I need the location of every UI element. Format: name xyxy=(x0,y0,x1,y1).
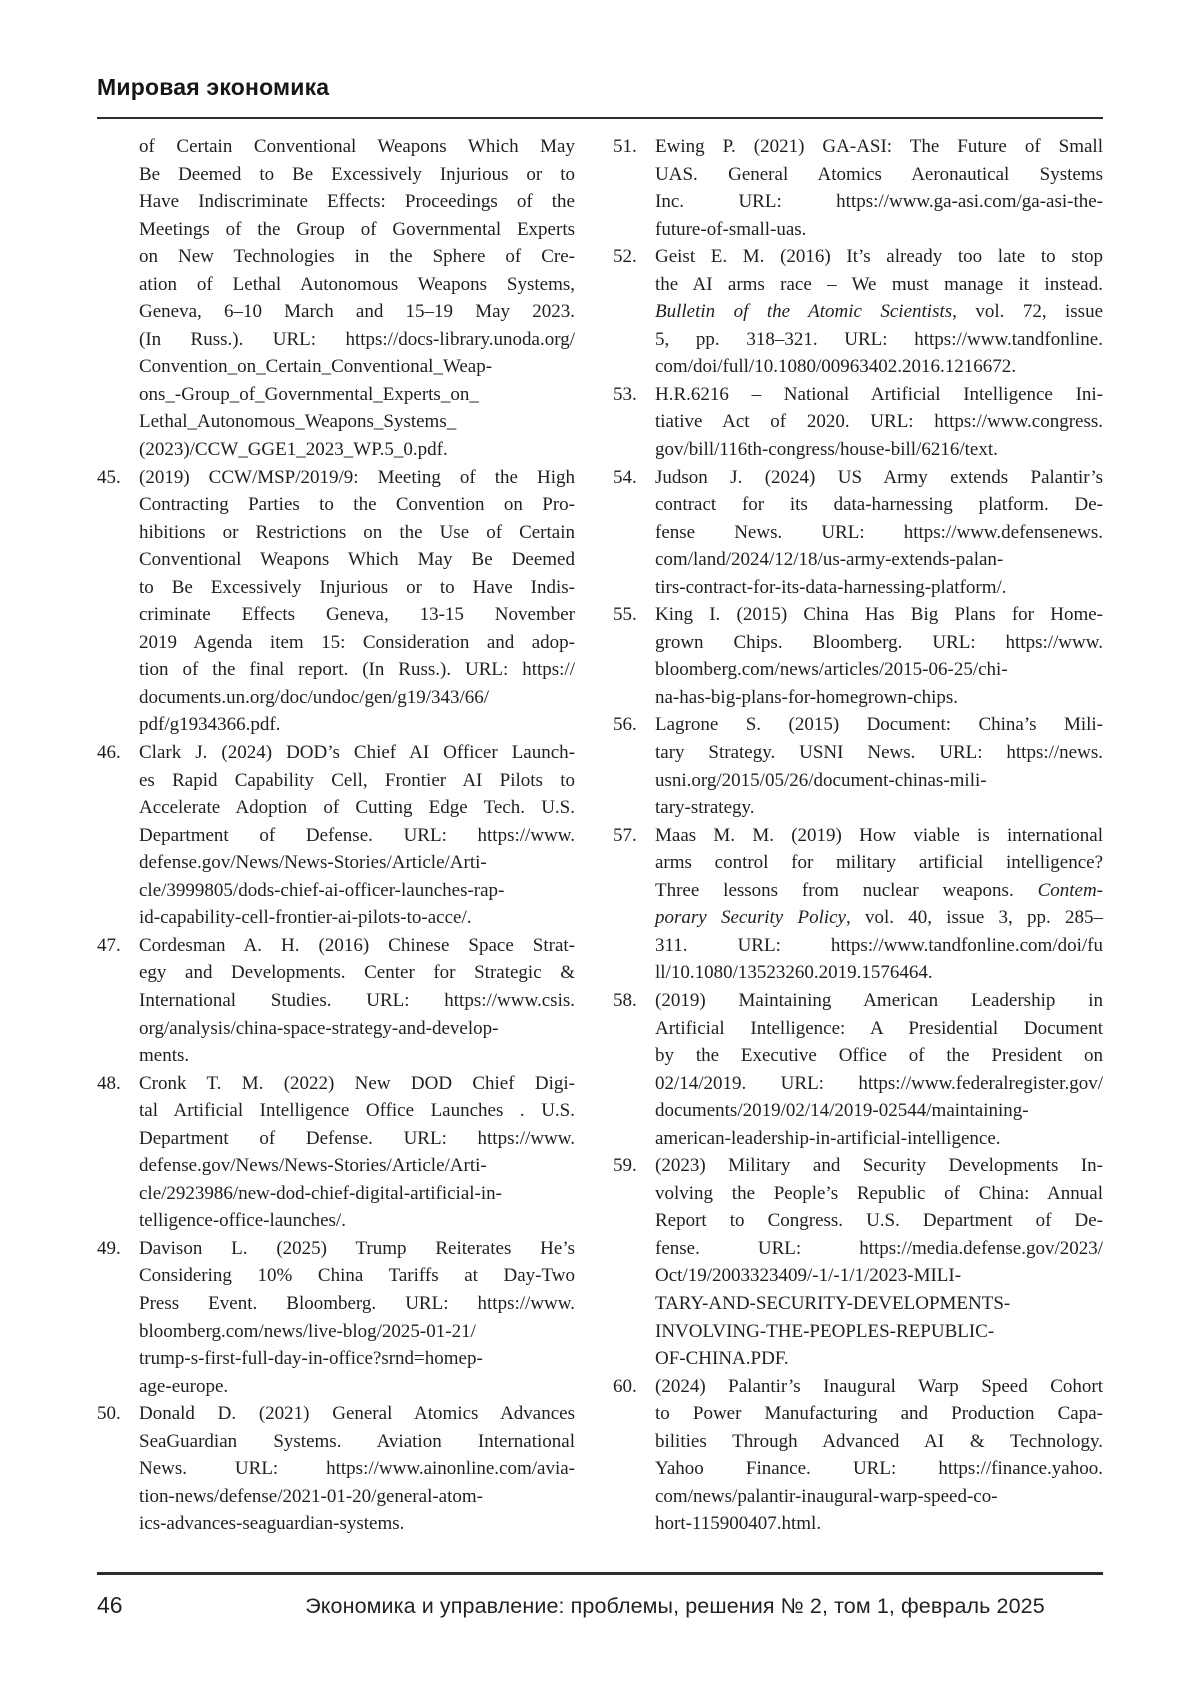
reference-run: 2019 Agenda item 15: Consideration and adop- xyxy=(139,631,575,653)
section-title: Мировая экономика xyxy=(97,74,330,100)
reference-run: International Studies. URL: https://www.csis. xyxy=(139,989,575,1011)
reference-number: 53. xyxy=(613,383,637,405)
journal-footer-line: Экономика и управление: проблемы, решения № 2, том 1, февраль 2025 xyxy=(305,1594,1045,1618)
reference-line xyxy=(655,987,1103,1015)
reference-run: Davison L. (2025) Trump Reiterates He’s xyxy=(139,1237,575,1259)
reference-line xyxy=(139,904,575,932)
reference-run: contract for its data-harnessing platform. De- xyxy=(655,494,1103,516)
reference-line xyxy=(139,271,575,299)
references-column-right xyxy=(613,133,1103,1538)
reference-line xyxy=(655,1428,1103,1456)
reference-number: 48. xyxy=(97,1072,121,1094)
reference-number: 49. xyxy=(97,1237,121,1259)
reference-run: Donald D. (2021) General Atomics Advances xyxy=(139,1403,575,1425)
reference-run: Maas M. M. (2019) How viable is international xyxy=(655,824,1103,846)
reference-text xyxy=(139,739,575,932)
reference-text xyxy=(139,1235,575,1400)
reference-run: telligence-office-launches/. xyxy=(139,1210,346,1232)
reference-run: 311. URL: https://www.tandfonline.com/doi/fu xyxy=(655,934,1103,956)
reference-run: Conventional Weapons Which May Be Deemed xyxy=(139,549,575,571)
reference-run: tirs-contract-for-its-data-harnessing-platform/. xyxy=(655,576,1007,598)
reference-run: american-leadership-in-artificial-intelligence. xyxy=(655,1127,1001,1149)
reference-run: ments. xyxy=(139,1045,190,1067)
reference-line xyxy=(655,767,1103,795)
footer-rule xyxy=(97,1572,1103,1575)
reference-run: Have Indiscriminate Effects: Proceedings of the xyxy=(139,191,575,213)
reference-line xyxy=(655,546,1103,574)
reference-run: org/analysis/china-space-strategy-and-develop- xyxy=(139,1017,499,1039)
reference-run: 5, pp. 318–321. URL: https://www.tandfonline. xyxy=(655,328,1103,350)
reference-run: documents.un.org/doc/undoc/gen/g19/343/66/ xyxy=(139,686,490,708)
reference-line xyxy=(655,381,1103,409)
reference-item xyxy=(97,464,575,739)
reference-line xyxy=(655,161,1103,189)
reference-run: criminate Effects Geneva, 13-15 November xyxy=(139,604,575,626)
reference-item xyxy=(613,987,1103,1152)
reference-run: Department of Defense. URL: https://www. xyxy=(139,824,575,846)
reference-line xyxy=(139,932,575,960)
page-footer xyxy=(97,1592,1103,1619)
reference-run: Contracting Parties to the Convention on Pro- xyxy=(139,494,575,516)
reference-item xyxy=(613,711,1103,821)
reference-line xyxy=(139,326,575,354)
reference-run: , vol. 40, issue 3, pp. 285– xyxy=(846,907,1103,929)
reference-run: hibitions or Restrictions on the Use of Certain xyxy=(139,521,575,543)
reference-run: fense. URL: https://media.defense.gov/2023/ xyxy=(655,1237,1103,1259)
reference-run: (2023) Military and Security Developments In- xyxy=(655,1155,1103,1177)
reference-item xyxy=(613,1373,1103,1538)
reference-line xyxy=(655,574,1103,602)
reference-text xyxy=(655,464,1103,602)
reference-line xyxy=(655,1097,1103,1125)
reference-run: Oct/19/2003323409/-1/-1/1/2023-MILI- xyxy=(655,1265,962,1287)
reference-line xyxy=(139,161,575,189)
reference-line xyxy=(655,353,1103,381)
reference-line xyxy=(139,1180,575,1208)
reference-italic-run: Bulletin of the Atomic Scientists xyxy=(655,301,953,323)
reference-item xyxy=(613,133,1103,243)
reference-line xyxy=(655,932,1103,960)
reference-run: King I. (2015) China Has Big Plans for Home- xyxy=(655,604,1103,626)
reference-run: Artificial Intelligence: A Presidential Document xyxy=(655,1017,1103,1039)
reference-line xyxy=(139,1070,575,1098)
reference-run: of Certain Conventional Weapons Which May xyxy=(139,136,575,157)
reference-run: com/news/palantir-inaugural-warp-speed-co- xyxy=(655,1485,998,1507)
reference-number: 58. xyxy=(613,989,637,1011)
reference-run: bloomberg.com/news/live-blog/2025-01-21/ xyxy=(139,1320,476,1342)
reference-run: documents/2019/02/14/2019-02544/maintaining- xyxy=(655,1100,1029,1122)
references-column-left xyxy=(97,133,575,1538)
reference-line xyxy=(139,684,575,712)
reference-run: Cordesman A. H. (2016) Chinese Space Strat- xyxy=(139,934,575,956)
reference-run: Cronk T. M. (2022) New DOD Chief Digi- xyxy=(139,1072,575,1094)
reference-line xyxy=(655,1180,1103,1208)
reference-run: the AI arms race – We must manage it instead. xyxy=(655,273,1103,295)
reference-line xyxy=(139,1455,575,1483)
reference-line xyxy=(139,656,575,684)
reference-run: Convention_on_Certain_Conventional_Weap- xyxy=(139,356,493,378)
reference-line xyxy=(139,877,575,905)
reference-run: TARY-AND-SECURITY-DEVELOPMENTS- xyxy=(655,1292,1011,1314)
reference-text xyxy=(655,711,1103,821)
reference-line xyxy=(655,877,1103,905)
reference-item xyxy=(97,133,575,464)
reference-line xyxy=(139,1510,575,1538)
reference-run: com/land/2024/12/18/us-army-extends-palan- xyxy=(655,549,1004,571)
reference-line xyxy=(655,1070,1103,1098)
reference-run: News. URL: https://www.ainonline.com/avia- xyxy=(139,1458,575,1480)
reference-run: fense News. URL: https://www.defensenews. xyxy=(655,521,1103,543)
reference-line xyxy=(655,601,1103,629)
reference-run: by the Executive Office of the President on xyxy=(655,1045,1103,1067)
reference-line xyxy=(655,711,1103,739)
reference-run: Report to Congress. U.S. Department of De- xyxy=(655,1210,1103,1232)
reference-line xyxy=(139,767,575,795)
reference-line xyxy=(655,1015,1103,1043)
reference-number: 54. xyxy=(613,466,637,488)
reference-line xyxy=(139,436,575,464)
reference-run: , vol. 72, issue xyxy=(952,301,1104,323)
reference-line xyxy=(655,656,1103,684)
reference-line xyxy=(655,1042,1103,1070)
reference-run: Meetings of the Group of Governmental Experts xyxy=(139,218,575,240)
reference-run: Lagrone S. (2015) Document: China’s Mili- xyxy=(655,714,1103,736)
reference-item xyxy=(613,464,1103,602)
reference-run: (2024) Palantir’s Inaugural Warp Speed Cohort xyxy=(655,1375,1103,1397)
reference-run: Geneva, 6–10 March and 15–19 May 2023. xyxy=(139,301,575,323)
page-number: 46 xyxy=(97,1592,123,1618)
reference-run: tion-news/defense/2021-01-20/general-atom- xyxy=(139,1485,483,1507)
reference-line xyxy=(655,959,1103,987)
reference-run: Judson J. (2024) US Army extends Palantir’s xyxy=(655,466,1103,488)
reference-number: 47. xyxy=(97,934,121,956)
header-rule xyxy=(97,117,1103,119)
reference-line xyxy=(139,739,575,767)
reference-line xyxy=(139,353,575,381)
reference-run: INVOLVING-THE-PEOPLES-REPUBLIC- xyxy=(655,1320,995,1342)
reference-run: Be Deemed to Be Excessively Injurious or to xyxy=(139,163,575,185)
reference-line xyxy=(139,133,575,161)
reference-text xyxy=(139,133,575,464)
reference-number: 51. xyxy=(613,136,637,157)
reference-line xyxy=(139,1290,575,1318)
reference-line xyxy=(139,1097,575,1125)
reference-run: grown Chips. Bloomberg. URL: https://www. xyxy=(655,631,1103,653)
reference-italic-run: Contem- xyxy=(1037,879,1103,901)
reference-line xyxy=(655,188,1103,216)
reference-line xyxy=(655,1400,1103,1428)
reference-line xyxy=(655,1373,1103,1401)
reference-line xyxy=(139,601,575,629)
reference-item xyxy=(97,932,575,1070)
reference-run: Inc. URL: https://www.ga-asi.com/ga-asi-the- xyxy=(655,191,1103,213)
reference-line xyxy=(139,1345,575,1373)
reference-line xyxy=(655,464,1103,492)
reference-line xyxy=(139,298,575,326)
reference-number: 55. xyxy=(613,604,637,626)
reference-line xyxy=(655,1318,1103,1346)
reference-run: Press Event. Bloomberg. URL: https://www. xyxy=(139,1292,575,1314)
reference-number: 50. xyxy=(97,1403,121,1425)
reference-line xyxy=(139,711,575,739)
reference-text xyxy=(655,1373,1103,1538)
reference-item xyxy=(613,381,1103,464)
reference-run: cle/3999805/dods-chief-ai-officer-launches-rap- xyxy=(139,879,505,901)
reference-italic-run: porary Security Policy xyxy=(655,907,846,929)
reference-run: Clark J. (2024) DOD’s Chief AI Officer Launch- xyxy=(139,742,575,764)
reference-line xyxy=(655,849,1103,877)
reference-run: Three lessons from nuclear weapons. xyxy=(655,879,1038,901)
reference-line xyxy=(139,1428,575,1456)
reference-line xyxy=(139,1207,575,1235)
reference-line xyxy=(139,1152,575,1180)
reference-item xyxy=(97,739,575,932)
reference-line xyxy=(655,794,1103,822)
reference-number: 60. xyxy=(613,1375,637,1397)
reference-run: es Rapid Capability Cell, Frontier AI Pilots to xyxy=(139,769,575,791)
reference-item xyxy=(613,822,1103,987)
reference-item xyxy=(97,1235,575,1400)
reference-line xyxy=(139,987,575,1015)
reference-run: trump-s-first-full-day-in-office?srnd=homep- xyxy=(139,1348,483,1370)
reference-line xyxy=(139,1262,575,1290)
reference-line xyxy=(139,464,575,492)
reference-text xyxy=(655,133,1103,243)
reference-text xyxy=(655,243,1103,381)
reference-item xyxy=(97,1400,575,1538)
reference-number: 45. xyxy=(97,466,121,488)
reference-run: arms control for military artificial intelligence? xyxy=(655,852,1103,874)
references-list xyxy=(97,133,1103,1538)
reference-run: Lethal_Autonomous_Weapons_Systems_ xyxy=(139,411,457,433)
reference-number: 59. xyxy=(613,1155,637,1177)
reference-text xyxy=(655,822,1103,987)
reference-text xyxy=(139,1400,575,1538)
reference-line xyxy=(139,1483,575,1511)
reference-run: OF-CHINA.PDF. xyxy=(655,1348,789,1370)
reference-number: 56. xyxy=(613,714,637,736)
reference-line xyxy=(655,1455,1103,1483)
reference-number: 57. xyxy=(613,824,637,846)
reference-run: usni.org/2015/05/26/document-chinas-mili- xyxy=(655,769,987,791)
reference-run: defense.gov/News/News-Stories/Article/Arti- xyxy=(139,1155,487,1177)
reference-run: cle/2923986/new-dod-chief-digital-artificial-in- xyxy=(139,1182,502,1204)
reference-line xyxy=(655,491,1103,519)
reference-line xyxy=(655,216,1103,244)
reference-text xyxy=(139,1070,575,1235)
reference-run: to Power Manufacturing and Production Capa- xyxy=(655,1403,1103,1425)
reference-text xyxy=(655,601,1103,711)
reference-line xyxy=(655,133,1103,161)
reference-line xyxy=(139,1318,575,1346)
reference-run: Yahoo Finance. URL: https://finance.yahoo. xyxy=(655,1458,1103,1480)
reference-item xyxy=(613,1152,1103,1372)
reference-line xyxy=(139,381,575,409)
reference-line xyxy=(655,1510,1103,1538)
reference-run: (In Russ.). URL: https://docs-library.unoda.org/ xyxy=(139,328,575,350)
reference-run: Considering 10% China Tariffs at Day-Two xyxy=(139,1265,575,1287)
reference-line xyxy=(139,491,575,519)
reference-number: 52. xyxy=(613,246,637,268)
reference-line xyxy=(139,1125,575,1153)
reference-run: com/doi/full/10.1080/00963402.2016.1216672. xyxy=(655,356,1016,378)
reference-run: Geist E. M. (2016) It’s already too late to stop xyxy=(655,246,1103,268)
reference-run: na-has-big-plans-for-homegrown-chips. xyxy=(655,686,958,708)
reference-line xyxy=(139,188,575,216)
reference-line xyxy=(139,1400,575,1428)
reference-run: bloomberg.com/news/articles/2015-06-25/chi- xyxy=(655,659,1008,681)
reference-line xyxy=(139,1015,575,1043)
reference-run: gov/bill/116th-congress/house-bill/6216/text. xyxy=(655,439,998,461)
reference-line xyxy=(139,822,575,850)
reference-line xyxy=(139,546,575,574)
reference-line xyxy=(655,739,1103,767)
reference-line xyxy=(655,1235,1103,1263)
reference-number: 46. xyxy=(97,742,121,764)
reference-line xyxy=(655,1207,1103,1235)
reference-run: tion of the final report. (In Russ.). URL: https:// xyxy=(139,659,575,681)
reference-run: ation of Lethal Autonomous Weapons Systems, xyxy=(139,273,575,295)
reference-line xyxy=(655,1483,1103,1511)
reference-line xyxy=(655,904,1103,932)
reference-run: pdf/g1934366.pdf. xyxy=(139,714,281,736)
reference-line xyxy=(139,243,575,271)
reference-run: (2019) CCW/MSP/2019/9: Meeting of the High xyxy=(139,466,575,488)
reference-run: Department of Defense. URL: https://www. xyxy=(139,1127,575,1149)
reference-line xyxy=(655,1152,1103,1180)
reference-run: bilities Through Advanced AI & Technology. xyxy=(655,1430,1103,1452)
reference-line xyxy=(655,1290,1103,1318)
reference-run: tal Artificial Intelligence Office Launches . U.S. xyxy=(139,1100,575,1122)
reference-run: Ewing P. (2021) GA-ASI: The Future of Small xyxy=(655,136,1103,157)
reference-text xyxy=(655,381,1103,464)
reference-text xyxy=(655,987,1103,1152)
reference-run: UAS. General Atomics Aeronautical Systems xyxy=(655,163,1103,185)
reference-run: age-europe. xyxy=(139,1375,229,1397)
reference-run: volving the People’s Republic of China: Annual xyxy=(655,1182,1103,1204)
reference-item xyxy=(613,601,1103,711)
reference-line xyxy=(655,629,1103,657)
reference-line xyxy=(139,794,575,822)
reference-run: (2019) Maintaining American Leadership in xyxy=(655,989,1103,1011)
reference-item xyxy=(97,1070,575,1235)
reference-line xyxy=(655,519,1103,547)
reference-line xyxy=(655,326,1103,354)
reference-line xyxy=(655,271,1103,299)
reference-run: H.R.6216 – National Artificial Intelligence Ini- xyxy=(655,383,1103,405)
reference-run: ll/10.1080/13523260.2019.1576464. xyxy=(655,962,933,984)
reference-item xyxy=(613,243,1103,381)
reference-run: ons_-Group_of_Governmental_Experts_on_ xyxy=(139,383,479,405)
reference-run: (2023)/CCW_GGE1_2023_WP.5_0.pdf. xyxy=(139,439,448,461)
reference-line xyxy=(655,1262,1103,1290)
reference-line xyxy=(655,822,1103,850)
reference-run: to Be Excessively Injurious or to Have Indis- xyxy=(139,576,575,598)
reference-run: id-capability-cell-frontier-ai-pilots-to-acce/. xyxy=(139,907,472,929)
reference-line xyxy=(139,629,575,657)
reference-line xyxy=(655,1345,1103,1373)
reference-line xyxy=(139,408,575,436)
reference-run: hort-115900407.html. xyxy=(655,1513,822,1535)
reference-line xyxy=(655,243,1103,271)
reference-line xyxy=(139,1042,575,1070)
reference-text xyxy=(655,1152,1103,1372)
reference-line xyxy=(655,1125,1103,1153)
reference-line xyxy=(655,298,1103,326)
reference-text xyxy=(139,932,575,1070)
reference-line xyxy=(139,1373,575,1401)
reference-line xyxy=(655,408,1103,436)
reference-run: tary-strategy. xyxy=(655,797,755,819)
reference-run: future-of-small-uas. xyxy=(655,218,807,240)
reference-line xyxy=(655,436,1103,464)
reference-line xyxy=(655,684,1103,712)
reference-run: ics-advances-seaguardian-systems. xyxy=(139,1513,405,1535)
reference-run: egy and Developments. Center for Strategic & xyxy=(139,962,575,984)
reference-run: Accelerate Adoption of Cutting Edge Tech. U.S. xyxy=(139,797,575,819)
reference-run: SeaGuardian Systems. Aviation International xyxy=(139,1430,575,1452)
reference-line xyxy=(139,574,575,602)
reference-line xyxy=(139,959,575,987)
reference-line xyxy=(139,519,575,547)
reference-line xyxy=(139,1235,575,1263)
reference-run: on New Technologies in the Sphere of Cre- xyxy=(139,246,575,268)
reference-line xyxy=(139,216,575,244)
reference-text xyxy=(139,464,575,739)
reference-line xyxy=(139,849,575,877)
reference-run: 02/14/2019. URL: https://www.federalregister.gov/ xyxy=(655,1072,1103,1094)
reference-run: defense.gov/News/News-Stories/Article/Arti- xyxy=(139,852,487,874)
reference-run: tiative Act of 2020. URL: https://www.congress. xyxy=(655,411,1103,433)
reference-run: tary Strategy. USNI News. URL: https://news. xyxy=(655,742,1103,764)
